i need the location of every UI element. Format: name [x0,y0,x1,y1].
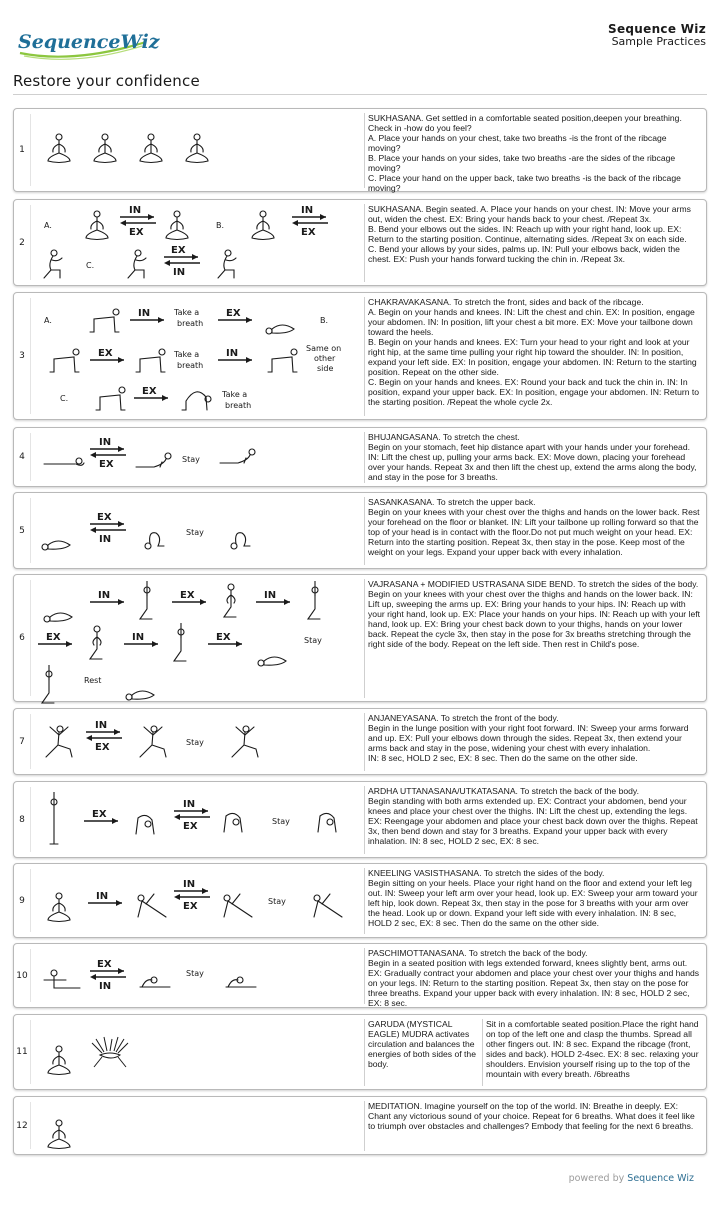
instruction-line: Begin on your knees with your chest over the thighs and hands on the lower back. Rest your forehead on the floor or blanket. IN: Lift your tailbone up rolling forward so that the top of your head is in contact with the floor.Do not put much weight on your head. EX: Return into the starting position. Repeat 3x, then stay in the pose. Keep most of the weight on your legs. Expand your upper back with every inhalation. [368,507,700,558]
svg-text:side: side [317,364,334,373]
pose-sequence-illustration [32,944,362,1009]
practice-row [13,943,707,1008]
instruction-line: Begin standing with both arms extended up. EX: Contract your abdomen, bend your knees and place your chest over the thighs. IN: Lift the chest up, extending the legs. EX: Reengage your abdomen and place your chest back down over the thighs. Repeat 3x, then bend down and stay for 3 breaths. Expand your upper back with every inhalation. IN: 8 sec, HOLD 2 sec, EX: 8 sec. [368,796,698,847]
pose-sequence-illustration [32,293,362,421]
mudra-description: GARUDA (MYSTICAL EAGLE) MUDRA activates circulation and balances the energies of both sides of the body. [365,1019,483,1086]
instruction-line: C. Place your hand on the upper back, take two breaths -is the back of the ribcage moving? [368,173,681,194]
svg-text:other: other [314,354,336,363]
svg-text:Stay: Stay [186,738,204,747]
instructions [364,497,700,565]
instruction-line: CHAKRAVAKASANA. To stretch the front, sides and back of the ribcage. [368,297,644,307]
svg-text:Rest: Rest [84,676,102,685]
row-number: 12 [16,1120,28,1131]
instructions [364,113,700,194]
svg-text:Same on: Same on [306,344,342,353]
instruction-line: A. Place your hands on your chest, take two breaths -is the front of the ribcage moving? [368,133,667,154]
row-number: 6 [19,633,25,643]
pose-sequence-illustration [32,1015,362,1091]
pose-sequence-illustration [32,428,362,488]
instructions [364,1101,700,1151]
instructions [364,948,700,1009]
svg-text:Stay: Stay [304,636,322,645]
instruction-line: VAJRASANA + MODIFIED USTRASANA SIDE BEND. To stretch the sides of the body. [368,579,699,589]
instruction-line: PASCHIMOTTANASANA. To stretch the back of the body. [368,948,588,958]
svg-text:Stay: Stay [182,455,200,464]
row-number: 4 [19,452,25,462]
row-number: 5 [19,525,25,536]
practice-row [13,1096,707,1155]
pose-figures [32,1015,362,1089]
pose-sequence-illustration [32,782,362,859]
pose-figures [32,782,362,857]
instructions [364,868,700,934]
svg-text:B.: B. [216,221,225,230]
practice-row [13,427,707,487]
pose-sequence-illustration [32,709,362,776]
svg-text:Stay: Stay [186,969,204,978]
practice-row [13,863,707,938]
instruction-line: SUKHASANA. Begin seated. A. Place your hands on your chest. IN: Move your arms out, widen the chest. EX: Bring your hands back to your chest. /Repeat 3x. [368,204,691,225]
instructions [364,432,700,483]
svg-text:breath: breath [177,361,204,370]
instruction-line: ARDHA UTTANASANA/UTKATASANA. To stretch the back of the body. [368,786,639,796]
svg-text:breath: breath [177,319,204,328]
pose-sequence-illustration [32,109,362,193]
practice-row [13,708,707,775]
svg-text:Take a: Take a [222,390,248,399]
instruction-line: Begin on your stomach, feet hip distance apart with your hands under your forehead. IN: Lift the chest up, pulling your arms back. EX: Move down, placing your forehead over your hands. Repeat 3x and then lift the chest up, extend the arms along the body, and stay in the pose for 3 breaths. [368,442,697,483]
pose-figures [32,109,362,191]
instruction-line: MEDITATION. Imagine yourself on the top of the world. IN: Breathe in deeply. EX: Chant any victorious sound of your choice. Repeat for 6 breaths. What does it feel like to triumph over obstacles and challenges? Embody that feeling for the next 6 breaths. [368,1101,695,1132]
instruction-line: KNEELING VASISTHASANA. To stretch the sides of the body. [368,868,605,878]
footer [569,1173,694,1184]
pose-sequence-illustration [32,575,362,703]
practice-row [13,199,707,286]
svg-text:Take a: Take a [174,308,200,317]
row-number: 10 [16,970,28,981]
instructions [364,713,700,771]
instruction-line: C. Bend your allows by your sides, palms up. IN: Pull your elbows back, widen the chest. EX: Push your hands forward tucking the chin in. /Repeat 3x. [368,244,680,265]
instructions [364,204,700,282]
pose-sequence-illustration [32,864,362,939]
svg-text:Stay: Stay [186,528,204,537]
logo-wordmark: SequenceWiz [18,31,160,53]
brand-subtitle: Sample Practices [611,35,706,48]
svg-text:B.: B. [320,316,329,325]
mudra-instructions [483,1019,700,1086]
instructions [364,1019,700,1086]
row-number: 2 [19,237,25,248]
footer-prefix: powered by [568,1173,625,1184]
pose-sequence-illustration [32,1097,362,1156]
practice-row [13,1014,707,1090]
instruction-line: SASANKASANA. To stretch the upper back. [368,497,536,507]
brand-name: Sequence Wiz [608,22,706,36]
practice-row [13,292,707,420]
pose-sequence-illustration [32,200,362,287]
page-title: Restore your confidence [13,72,200,90]
instruction-line: BHUJANGASANA. To stretch the chest. [368,432,520,442]
row-number: 9 [19,895,25,906]
pose-figures [32,864,362,937]
svg-text:C.: C. [60,394,69,403]
svg-text:Stay: Stay [272,817,290,826]
svg-text:Stay: Stay [268,897,286,906]
instruction-line: Begin in the lunge position with your right foot forward. IN: Sweep your arms forward and up. EX: Pull your elbows down through the sides. Repeat 3x, then extend your arms back and stay in the pose, widening your chest with every inhalation. [368,723,689,754]
pose-figures [32,293,362,419]
instruction-line: Sit in a comfortable seated position.Place the right hand on top of the left one and clasp the thumbs. Spread all other fingers out. IN: 8 sec. Expand the ribcage (front, sides and back). HOLD 2-4sec. EX: 8 sec. relaxing your shoulders. Envision yourself rising up to the top of the mountain with every breath. /6breaths [486,1019,699,1080]
pose-figures [32,1097,362,1154]
pose-figures [32,493,362,568]
instructions [364,786,700,854]
pose-figures [32,575,362,701]
svg-text:A.: A. [44,316,52,325]
pose-sequence-illustration [32,493,362,570]
instruction-line: Begin on your knees with your chest over the thighs and hands on the lower back. IN: Lift up, sweeping the arms up. EX: Bring your hands to your hips. IN: Reach up with your right hand, look up. EX: Place your hands on your hips. IN: Reach up with your left hand, look up. EX: Bring your chest back down to your thighs, hands on your lower back. Repeat the cycle 3x, then stay in the pose for 3x breaths stretching through the right side of the body. Repeat on the left side. Then rest in Child's pose. [368,589,700,650]
pose-figures [32,200,362,285]
svg-text:breath: breath [225,401,252,410]
instruction-line: Begin in a seated position with legs extended forward, knees slightly bent, arms out. EX: Gradually contract your abdomen and place your chest over your thighs and hands on your legs. IN: Return to the starting position. Repeat 3x, then stay on the pose for three breaths. Expand your upper back with every inhalation. IN: 8 sec, HOLD 2 sec, EX: 8 sec. [368,958,700,1009]
instruction-line: C. Begin on your hands and knees. EX: Round your back and tuck the chin in. IN: In position, expand your upper back. EX: In position, engage your abdomen. IN: Return to the starting position. /Repeat the whole cycle 2x. [368,377,700,408]
svg-text:A.: A. [44,221,52,230]
row-number: 3 [19,351,25,361]
svg-text:Take a: Take a [174,350,200,359]
instruction-line: B. Begin on your hands and knees. EX: Turn your head to your right and look at your right hip, at the same time pulling your right hip toward the shoulder. IN: In position, expand your left side. EX: In position, engage your abdomen. IN: Return to the starting position. Repeat on the other side. [368,337,697,378]
footer-brand-link[interactable]: Sequence Wiz [627,1173,694,1184]
instruction-line: A. Begin on your hands and knees. IN: Lift the chest and chin. EX: In position, engage your abdomen. IN: In position, lift your chest a bit more. EX: Move your tailbone down toward the heels. [368,307,695,338]
practice-row [13,108,707,192]
row-number: 8 [19,814,25,825]
row-number: 1 [19,145,25,155]
instruction-line: ANJANEYASANA. To stretch the front of the body. [368,713,559,723]
instruction-line: B. Bend your elbows out the sides. IN: Reach up with your right hand, look up. EX: Return to the starting position. Continue, alternating sides. /Repeat 3x on each side. [368,224,687,245]
instruction-line: Begin sitting on your heels. Place your right hand on the floor and extend your left leg out. IN: Sweep your left arm over your head, look up. EX: Sweep your arm toward your left hip, look down. Repeat 3x, then stay in the pose for 3 breaths with your arm over the head. Look up or down. Expand your left side with every inhalation. IN: 8 sec, HOLD 2 sec, EX: 8 sec. Then do the same on the other side. [368,878,698,929]
pose-figures [32,944,362,1007]
instructions [364,579,700,698]
instruction-line: SUKHASANA. Get settled in a comfortable seated position,deepen your breathing. Check in -how do you feel? [368,113,682,134]
practice-row [13,574,707,702]
eagle-mudra-hands-icon [92,1037,128,1067]
practice-row [13,492,707,569]
pose-figures [32,428,362,486]
svg-text:C.: C. [86,261,95,270]
pose-figures [32,709,362,774]
practice-row [13,781,707,858]
row-number: 7 [19,736,25,747]
row-number: 11 [16,1047,28,1057]
instructions [364,297,700,416]
instruction-line: IN: 8 sec, HOLD 2 sec, EX: 8 sec. Then do the same on the other side. [368,753,638,764]
instruction-line: B. Place your hands on your sides, take two breaths -are the sides of the ribcage moving? [368,153,676,174]
